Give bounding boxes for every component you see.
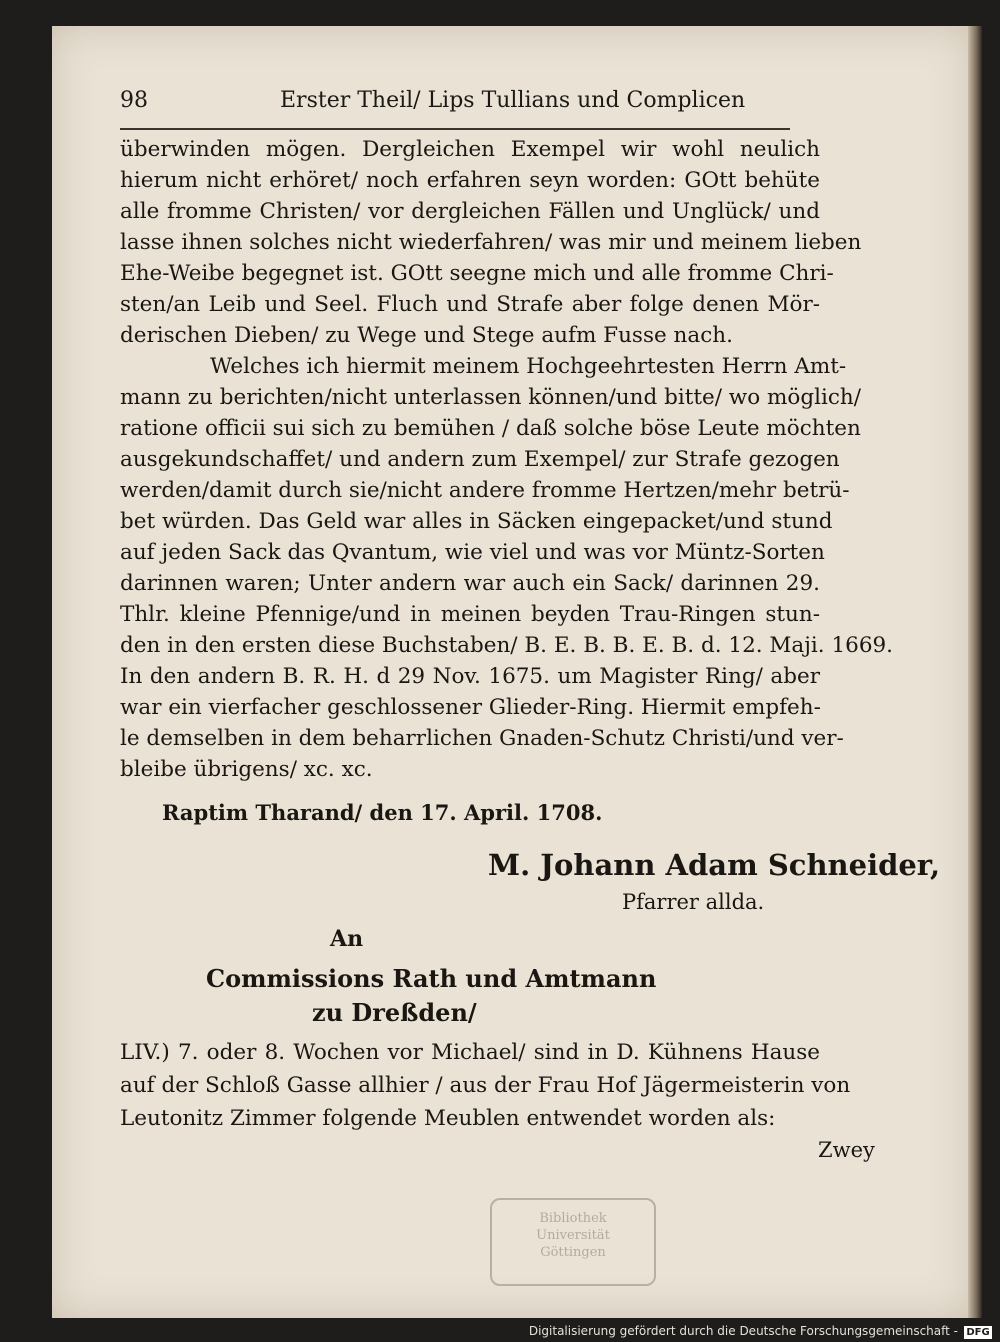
signature-title: Pfarrer allda. [622, 890, 765, 914]
text-line: derischen Dieben/ zu Wege und Stege aufm Fusse nach. [120, 323, 733, 348]
text-line: werden/damit durch sie/nicht andere fromme Hertzen/mehr betrü- [120, 478, 850, 503]
text-line: Welches ich hiermit meinem Hochgeehrtesten Herrn Amt- [210, 354, 847, 379]
entry-paragraph [120, 1036, 851, 1135]
page-header [120, 88, 840, 118]
text-line: auf jeden Sack das Qvantum, wie viel und was vor Müntz-Sorten [120, 540, 825, 565]
text-line: war ein vierfacher geschlossener Glieder-Ring. Hiermit empfeh- [120, 695, 821, 720]
text-line: ratione officii sui sich zu bemühen / daß solche böse Leute möchten [120, 416, 861, 441]
text-line: mann zu berichten/nicht unterlassen können/und bitte/ wo möglich/ [120, 385, 861, 410]
text-line: bleibe übrigens/ xc. xc. [120, 757, 373, 782]
text-line: bet würden. Das Geld war alles in Säcken eingepacket/und stund [120, 509, 833, 534]
main-text-block [120, 134, 894, 785]
text-line: darinnen waren; Unter andern war auch ein Sack/ darinnen 29. [120, 571, 820, 596]
text-line: In den andern B. R. H. d 29 Nov. 1675. um Magister Ring/ aber [120, 664, 820, 689]
address-salutation: An [330, 926, 364, 952]
text-line: den in den ersten diese Buchstaben/ B. E. B. B. E. B. d. 12. Maji. 1669. [120, 633, 894, 658]
text-line: alle fromme Christen/ vor dergleichen Fällen und Unglück/ und [120, 199, 820, 224]
header-rule [120, 128, 790, 130]
digitization-credit: Digitalisierung gefördert durch die Deutsche Forschungsgemeinschaft - [528, 1324, 958, 1338]
text-line: ausgekundschaffet/ und andern zum Exempel/ zur Strafe gezogen [120, 447, 840, 472]
address-line: zu Dreßden/ [312, 998, 477, 1027]
text-line: lasse ihnen solches nicht wiederfahren/ was mir und meinem lieben [120, 230, 862, 255]
running-title: Erster Theil/ Lips Tullians und Complicen [280, 88, 746, 113]
text-line: Leutonitz Zimmer folgende Meublen entwendet worden als: [120, 1106, 776, 1131]
stamp-line: Universität [536, 1228, 610, 1243]
text-line: le demselben in dem beharrlichen Gnaden-Schutz Christi/und ver- [120, 726, 844, 751]
text-line: LIV.) 7. oder 8. Wochen vor Michael/ sind in D. Kühnens Hause [120, 1040, 820, 1065]
address-line: Commissions Rath und Amtmann [206, 964, 657, 993]
page-number: 98 [120, 88, 148, 113]
stamp-line: Göttingen [540, 1245, 606, 1260]
dfg-logo: DFG [964, 1326, 992, 1339]
catchword: Zwey [818, 1138, 875, 1162]
text-line: überwinden mögen. Dergleichen Exempel wir wohl neulich [120, 137, 820, 162]
library-stamp [490, 1198, 656, 1286]
dateline: Raptim Tharand/ den 17. April. 1708. [162, 800, 603, 825]
book-spine-edge [968, 26, 982, 1318]
text-line: hierum nicht erhöret/ noch erfahren seyn worden: GOtt behüte [120, 168, 820, 193]
stamp-line: Bibliothek [539, 1211, 607, 1226]
text-line: auf der Schloß Gasse allhier / aus der Frau Hof Jägermeisterin von [120, 1073, 851, 1098]
text-line: sten/an Leib und Seel. Fluch und Strafe aber folge denen Mör- [120, 292, 820, 317]
signature-name: M. Johann Adam Schneider, [488, 848, 941, 882]
text-line: Ehe-Weibe begegnet ist. GOtt seegne mich und alle fromme Chri- [120, 261, 834, 286]
text-line: Thlr. kleine Pfennige/und in meinen beyden Trau-Ringen stun- [120, 602, 820, 627]
